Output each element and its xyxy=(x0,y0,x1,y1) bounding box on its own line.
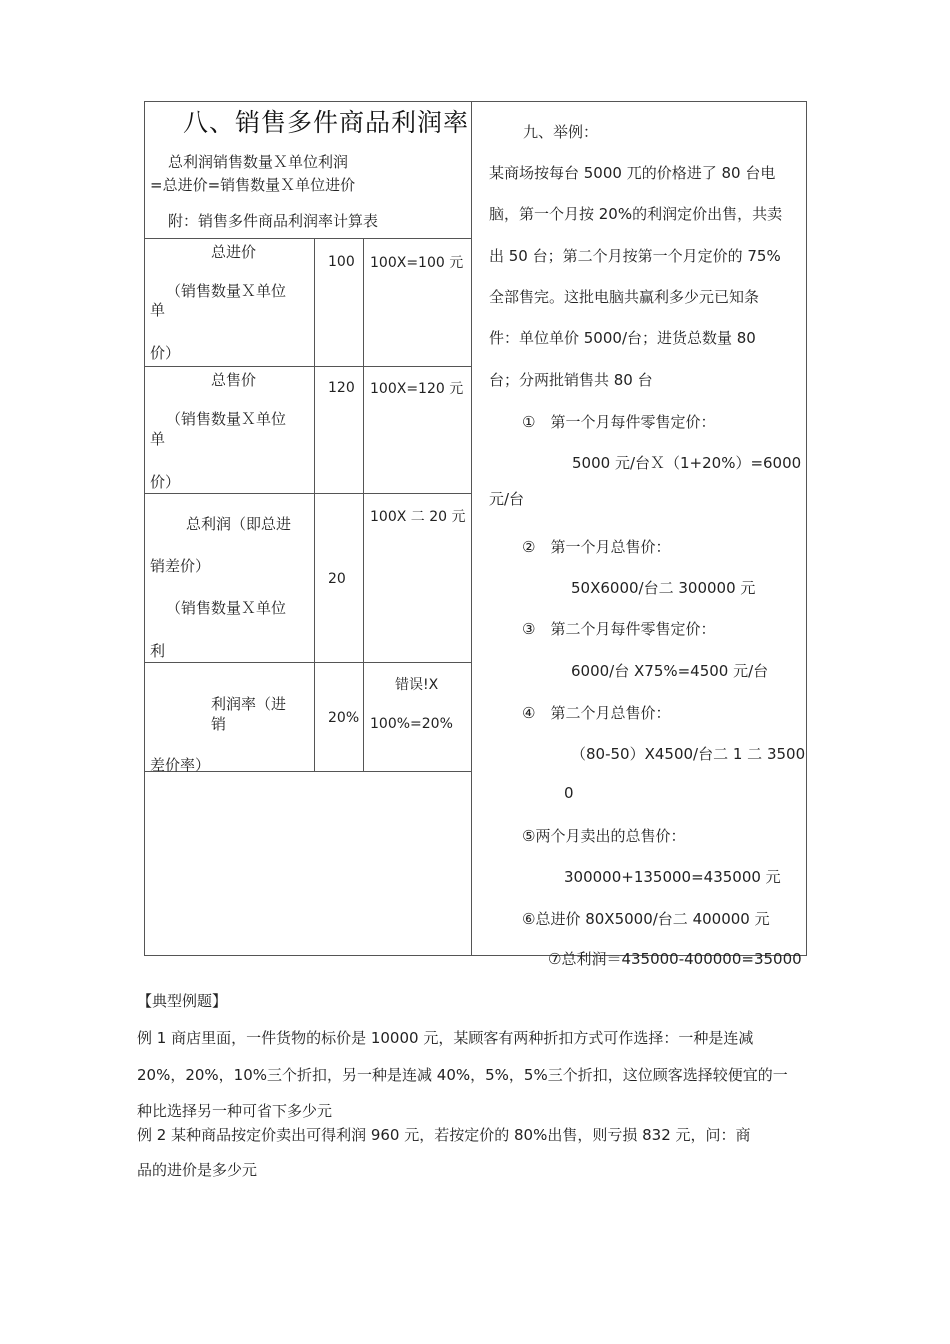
example-line: 品的进价是多少元 xyxy=(137,1161,258,1179)
row-divider xyxy=(144,238,471,239)
row-label: 价） xyxy=(150,344,181,362)
row-label: 价） xyxy=(150,473,181,491)
row-value: 20 xyxy=(328,571,346,587)
paragraph-line: 件：单位单价 5000/台；进货总数量 80 xyxy=(489,329,756,347)
row-calc: 100X 二 20 元 xyxy=(370,509,466,525)
row-label: 销差价） xyxy=(150,557,211,575)
example-line: 例 1 商店里面，一件货物的标价是 10000 元，某顾客有两种折扣方式可作选择：一种是连减 xyxy=(137,1029,754,1047)
row-divider xyxy=(144,662,471,663)
row-divider xyxy=(144,366,471,367)
paragraph-line: 某商场按每台 5000 兀的价格进了 80 台电 xyxy=(489,164,776,182)
step-line: 5000 元/台Ｘ（1+20%）=6000 xyxy=(572,454,802,472)
column-divider xyxy=(363,238,364,771)
step-line: 元/台 xyxy=(489,490,525,508)
step-heading: ③ 第二个月每件零售定价： xyxy=(522,620,716,638)
paragraph-line: 全部售完。这批电脑共赢利多少元已知条 xyxy=(489,288,760,306)
row-label: 总售价 xyxy=(211,371,257,389)
step-line: （80-50）X4500/台二 1 二 3500 xyxy=(571,745,806,763)
column-divider xyxy=(314,238,315,771)
example-line: 20%，20%，10%三个折扣，另一种是连减 40%，5%，5%三个折扣，这位顾客选择较便宜的一 xyxy=(137,1066,788,1084)
row-label: （销售数量Ｘ单位 xyxy=(166,599,287,617)
row-label: 总进价 xyxy=(211,243,257,261)
step-line: 0 xyxy=(564,784,574,802)
step-line: 300000+135000=435000 元 xyxy=(564,868,781,886)
example-line: 种比选择另一种可省下多少元 xyxy=(137,1102,333,1120)
row-divider xyxy=(144,493,471,494)
formula-line: 总利润销售数量Ｘ单位利润 xyxy=(168,153,349,171)
step-heading: ⑦总利润＝435000-400000=35000 xyxy=(548,950,802,968)
row-calc: 100%=20% xyxy=(370,716,453,732)
examples-heading: 【典型例题】 xyxy=(137,992,228,1010)
row-label: 利润率（进 xyxy=(211,695,287,713)
step-heading: ② 第一个月总售价： xyxy=(522,538,671,556)
row-value: 100 xyxy=(328,254,355,270)
paragraph-line: 台；分两批销售共 80 台 xyxy=(489,371,653,389)
row-label: 总利润（即总进 xyxy=(186,515,292,533)
row-label: 单 xyxy=(150,301,166,319)
example-line: 例 2 某种商品按定价卖出可得利润 960 元，若按定价的 80%出售，则亏损 832 元，问：商 xyxy=(137,1126,751,1144)
row-label: 单 xyxy=(150,430,166,448)
step-heading: ⑥总进价 80X5000/台二 400000 元 xyxy=(522,910,770,928)
section-title: 八、销售多件商品利润率 xyxy=(183,108,470,137)
step-line: 6000/台 X75%=4500 元/台 xyxy=(571,662,769,680)
row-value: 120 xyxy=(328,380,355,396)
row-value: 20% xyxy=(328,710,360,726)
row-label: 利 xyxy=(150,642,166,660)
example-panel xyxy=(472,102,806,968)
step-heading: ④ 第二个月总售价： xyxy=(522,704,671,722)
panel-heading: 九、举例： xyxy=(523,123,599,141)
row-calc: 错误!X xyxy=(395,677,439,693)
row-calc: 100X=100 元 xyxy=(370,255,464,271)
row-label: （销售数量Ｘ单位 xyxy=(166,282,287,300)
row-label: （销售数量Ｘ单位 xyxy=(166,410,287,428)
step-heading: ⑤两个月卖出的总售价： xyxy=(522,827,686,845)
paragraph-line: 脑，第一个月按 20%的利润定价出售，共卖 xyxy=(489,205,783,223)
table-caption: 附：销售多件商品利润率计算表 xyxy=(168,212,379,230)
formula-line: =总进价=销售数量Ｘ单位进价 xyxy=(150,176,356,194)
step-heading: ① 第一个月每件零售定价： xyxy=(522,413,716,431)
paragraph-line: 出 50 台；第二个月按第一个月定价的 75% xyxy=(489,247,781,265)
row-label: 差价率） xyxy=(150,756,211,774)
row-label: 销 xyxy=(211,715,227,733)
step-line: 50X6000/台二 300000 元 xyxy=(571,579,756,597)
row-calc: 100X=120 元 xyxy=(370,381,464,397)
